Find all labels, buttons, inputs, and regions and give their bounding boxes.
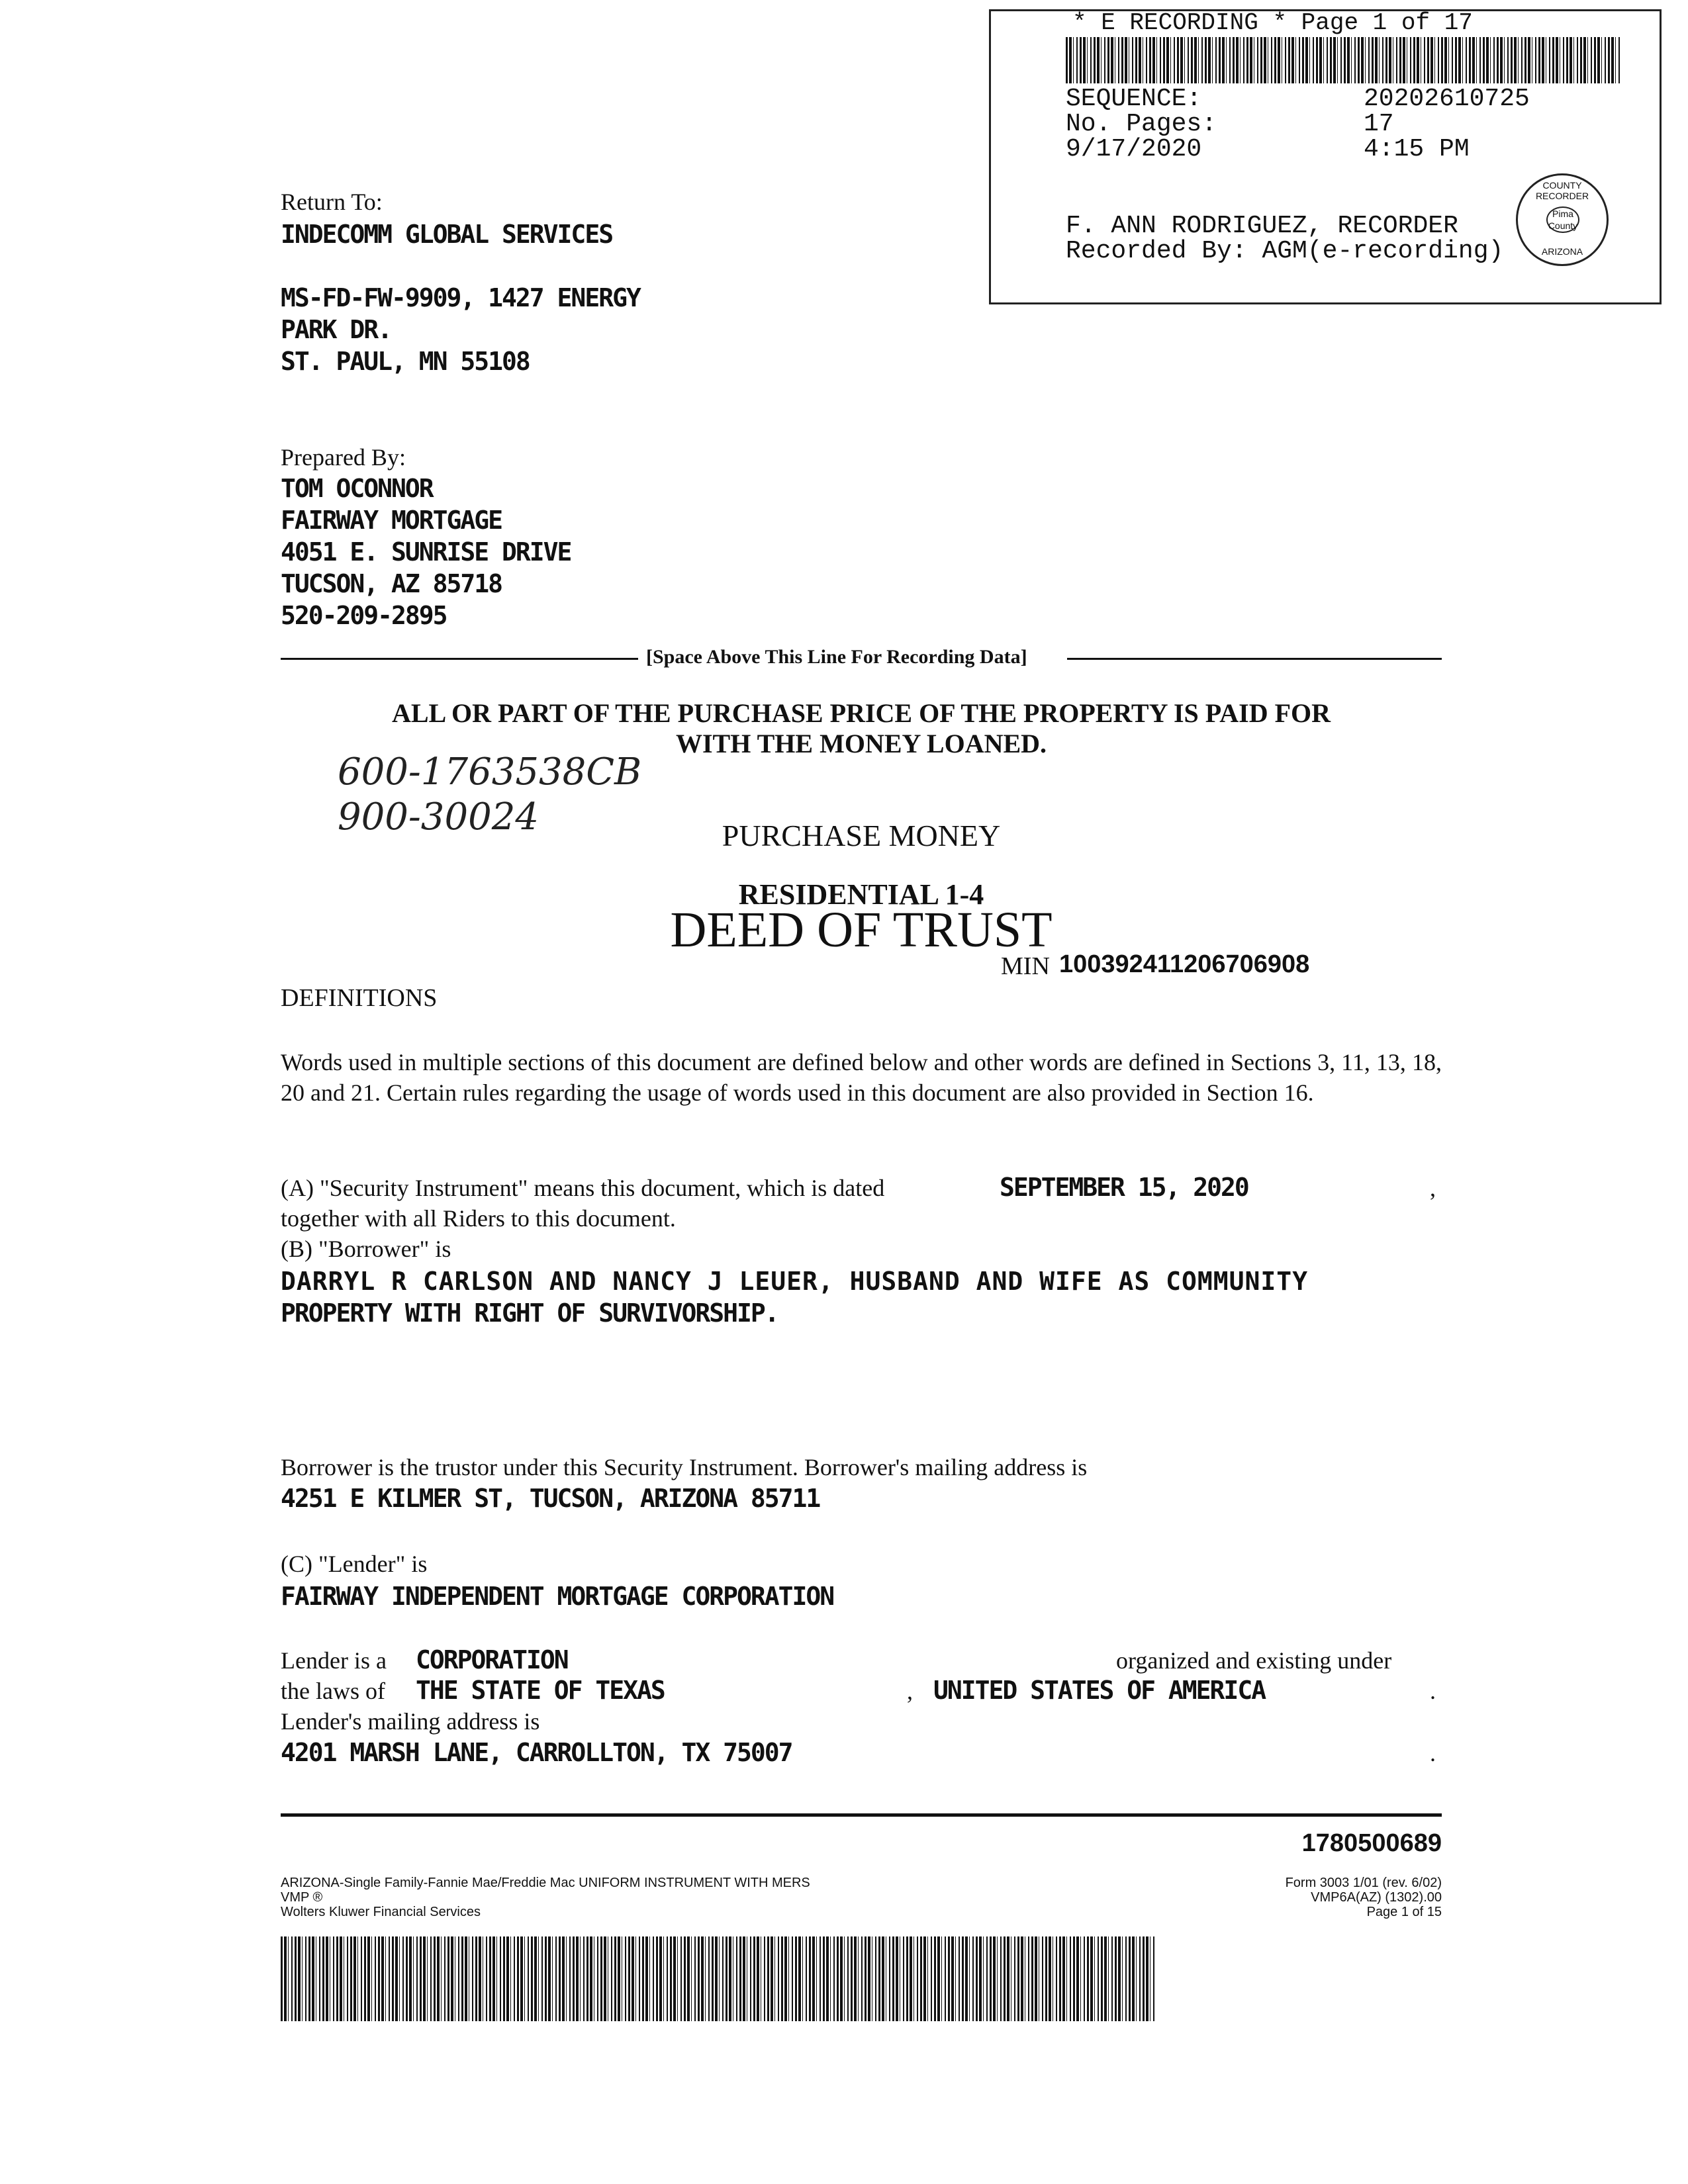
form-page-number: Page 1 of 15 xyxy=(1366,1905,1442,1919)
lender-is-label: Lender is a xyxy=(281,1647,387,1674)
organized-existing: organized and existing under xyxy=(1116,1647,1392,1674)
borrower-names-line1: DARRYL R CARLSON AND NANCY J LEUER, HUSBAND AND WIFE AS COMMUNITY xyxy=(281,1267,1309,1296)
pages-value: 17 xyxy=(1364,110,1394,138)
min-value: 100392411206706908 xyxy=(1059,950,1310,978)
form-title: ARIZONA-Single Family-Fannie Mae/Freddie Mac UNIFORM INSTRUMENT WITH MERS xyxy=(281,1876,810,1890)
seal-bottom-text: ARIZONA xyxy=(1541,246,1583,257)
recording-date: 9/17/2020 xyxy=(1066,135,1202,163)
recorder-name: F. ANN RODRIGUEZ, RECORDER xyxy=(1066,212,1458,240)
recording-barcode xyxy=(1066,37,1622,83)
prepared-by-name: TOM OCONNOR xyxy=(281,474,433,503)
borrower-names-line2: PROPERTY WITH RIGHT OF SURVIVORSHIP. xyxy=(281,1298,778,1328)
form-vmp-code: VMP6A(AZ) (1302).00 xyxy=(1311,1890,1442,1905)
borrower-address: 4251 E KILMER ST, TUCSON, ARIZONA 85711 xyxy=(281,1484,820,1513)
form-publisher: Wolters Kluwer Financial Services xyxy=(281,1905,481,1919)
form-vmp: VMP ® xyxy=(281,1890,323,1905)
definitions-intro: Words used in multiple sections of this document are defined below and other words are defined in Sections 3, 11, 13, 18, 20 and 21. Certain rules regarding the usage of words used in this document are also provided in Section 16. xyxy=(281,1049,1442,1106)
return-to-line3: ST. PAUL, MN 55108 xyxy=(281,347,530,376)
definition-a-line2: together with all Riders to this document. xyxy=(281,1205,676,1232)
prepared-by-company: FAIRWAY MORTGAGE xyxy=(281,506,502,535)
definition-a-prefix: (A) xyxy=(281,1175,320,1201)
seal-center-text: Pima County xyxy=(1546,206,1579,233)
recording-time: 4:15 PM xyxy=(1364,135,1470,163)
prepared-by-city: TUCSON, AZ 85718 xyxy=(281,569,502,598)
recording-rule-right xyxy=(1067,658,1442,660)
lender-entity-type: CORPORATION xyxy=(416,1645,568,1674)
deed-of-trust-title: DEED OF TRUST xyxy=(670,902,1053,958)
security-instrument-date: SEPTEMBER 15, 2020 xyxy=(1000,1173,1248,1202)
recording-header: * E RECORDING * Page 1 of 17 xyxy=(1072,9,1473,36)
definition-a-term: "Security Instrument" xyxy=(319,1175,528,1201)
sequence-value: 20202610725 xyxy=(1364,85,1530,113)
state-comma: , xyxy=(907,1678,913,1704)
lender-country: UNITED STATES OF AMERICA xyxy=(933,1676,1266,1705)
return-to-label: Return To: xyxy=(281,189,383,215)
prepared-by-label: Prepared By: xyxy=(281,444,406,471)
prepared-by-street: 4051 E. SUNRISE DRIVE xyxy=(281,537,571,567)
return-to-line1: MS-FD-FW-9909, 1427 ENERGY xyxy=(281,283,640,312)
min-label: MIN xyxy=(1001,952,1050,980)
purchase-notice-line1: ALL OR PART OF THE PURCHASE PRICE OF THE PROPERTY IS PAID FOR xyxy=(391,698,1331,728)
seal-top-text: COUNTY RECORDER xyxy=(1535,180,1589,201)
form-number: Form 3003 1/01 (rev. 6/02) xyxy=(1285,1876,1442,1890)
loan-number: 1780500689 xyxy=(1301,1829,1442,1857)
return-to-company: INDECOMM GLOBAL SERVICES xyxy=(281,220,613,249)
pages-label: No. Pages: xyxy=(1066,110,1217,138)
footer-rule xyxy=(281,1813,1442,1817)
return-to-line2: PARK DR. xyxy=(281,315,392,344)
purchase-notice-line2: WITH THE MONEY LOANED. xyxy=(675,729,1047,758)
address-period: . xyxy=(1430,1740,1436,1766)
laws-of-label: the laws of xyxy=(281,1678,385,1704)
definition-a-comma: , xyxy=(1430,1175,1436,1201)
recorded-by: Recorded By: AGM(e-recording) xyxy=(1066,237,1504,265)
definition-a-text: means this document, which is dated xyxy=(528,1175,885,1201)
handwritten-file-number: 900-30024 xyxy=(338,796,539,839)
purchase-money-heading: PURCHASE MONEY xyxy=(722,819,1001,852)
residential-heading: RESIDENTIAL 1-4 xyxy=(738,878,984,911)
country-period: . xyxy=(1430,1678,1436,1704)
space-above-line-label: [Space Above This Line For Recording Data] xyxy=(646,646,1027,668)
definitions-heading: DEFINITIONS xyxy=(281,984,438,1012)
lender-mailing-label: Lender's mailing address is xyxy=(281,1708,540,1735)
lender-address: 4201 MARSH LANE, CARROLLTON, TX 75007 xyxy=(281,1738,792,1767)
prepared-by-phone: 520-209-2895 xyxy=(281,601,447,630)
definition-b: (B) "Borrower" is xyxy=(281,1236,451,1262)
handwritten-order-number: 600-1763538CB xyxy=(338,751,642,794)
sequence-label: SEQUENCE: xyxy=(1066,85,1202,113)
document-barcode xyxy=(281,1936,1154,2021)
lender-state: THE STATE OF TEXAS xyxy=(416,1676,665,1705)
definition-a xyxy=(281,1174,884,1202)
definition-c: (C) "Lender" is xyxy=(281,1551,428,1577)
recording-rule-left xyxy=(281,658,638,660)
lender-name: FAIRWAY INDEPENDENT MORTGAGE CORPORATION xyxy=(281,1582,834,1611)
trustor-statement: Borrower is the trustor under this Security Instrument. Borrower's mailing address is xyxy=(281,1454,1088,1480)
